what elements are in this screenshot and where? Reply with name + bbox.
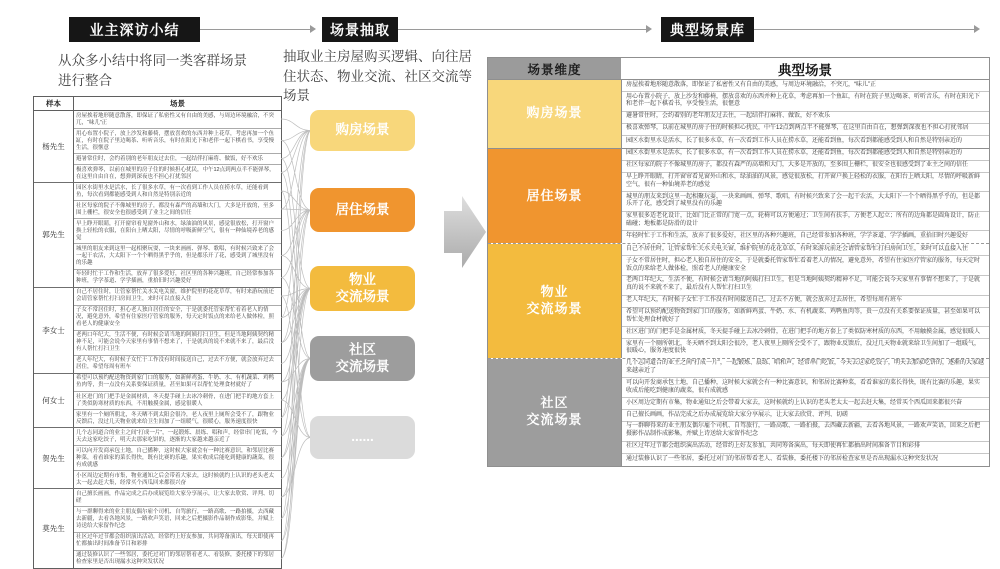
scene-cell: 早上睁开眼睛，打开窗帘看见窗外山和水，绿油油的风景，感觉很放松，打开窗户换上轻松的衣服，在阳台上晒太阳，尽情的呼吸新鲜空气，很有一种仙境养老的感觉 — [74, 219, 281, 244]
sample-group — [34, 428, 281, 489]
dimension-group — [488, 148, 989, 244]
typical-scene-row: 希望可以预约配送物资到家门口的服务，如新鲜鸡蛋、牛奶、水、有机蔬菜、鸡鸭鱼肉等，贵一点没有关系要保证质量，甚至如果可以帮忙处理食材就好了 — [622, 308, 989, 328]
sample-group — [34, 288, 281, 374]
sample-group — [34, 183, 281, 287]
scene-category-box — [310, 110, 415, 151]
scene-cell: 极喜欢弹琴，以前在城里的房子住的时候担心扰民，中午12点到两点半不能弹琴，在这里自由自在，想弹到深夜也不担心打扰邻居 — [76, 166, 275, 180]
dimension-header-cell: 场景维度 — [488, 58, 621, 79]
scene-category-box — [310, 336, 415, 381]
sample-group — [34, 374, 281, 428]
scene-category-box — [310, 188, 415, 232]
scene-category-label: 交流场景 — [335, 288, 390, 304]
sample-name-cell: 何女士 — [34, 374, 74, 427]
stage1-description: 从众多小结中将同一类客群场景进行整合 — [58, 53, 247, 88]
typical-scene-row: 家里有一个厕所朝北，冬天晒不到太阳会很冷，老人夜里上厕所会受不了，跟物业反馈后，没过几天物业就来给卫生间加了一组暖气，很暖心，服务速度很快 — [626, 340, 981, 355]
typical-scene-row: 家里很多适老化设计，比如门比正常的门宽一点，轮椅可以方便通过；卫生间有扶手，方便老人起立；所有的边角都是圆角设计，防止磕碰；地板都是防滑的设计 — [622, 212, 989, 232]
typical-scene-row: 与一群聊得来的业主朋友偶尔雇个司机、自驾旅行，一路高歌、一路拍摄，去西藏去新疆，去看各地风景，一路欢声笑语，回来之后把摄影作品制作成影集，并赋上诗送给大家留作纪念 — [622, 422, 989, 442]
scene-cell: 自己擅长画画，作品完成之后办成展览给大家分享展示，让大家去欣赏、评判、切磋 — [74, 489, 281, 507]
scene-header-cell: 场景 — [170, 99, 185, 108]
flow-arrowhead-icon — [974, 25, 980, 33]
typical-scene-row: 极喜欢弹琴，以前在城里的房子住的时候担心扰民，中午12点到两点半不能弹琴，在这里自由自在，想弹到深夜也不担心打扰邻居 — [622, 124, 989, 136]
scene-cell: 希望可以预约配送物资到家门口的服务，如新鲜鸡蛋、牛奶、水、有机蔬菜、鸡鸭鱼肉等，贵一点没有关系要保证质量，甚至如果可以帮忙处理食材就好了 — [74, 374, 281, 392]
dimension-group — [488, 243, 989, 357]
scene-cell: 老两口年纪大，生活不便，有时候会请当地的阿姨打扫卫生，但是当地阿姨契约精神不足，可能会说今天家里有事情不想来了，于是就真的说不来就不来了，最后没有人帮忙打扫卫生 — [74, 331, 281, 356]
sample-table — [33, 96, 282, 569]
scene-cell: 小区周边定期有市集，物业通知之后会带着大家去，这时候就约上认识的老头老太太一起去赶大集，经常买个西瓜回来都很兴奋 — [76, 472, 275, 486]
sample-name-cell: 杨先生 — [34, 111, 74, 182]
scene-cell: 园区水街里水是活水，长了很多水草，有一次看到工作人员在捞水草，还能看到鱼，每次看到都能感受到人和自然是特别亲近的 — [74, 183, 281, 201]
dimension-group — [488, 80, 989, 148]
scene-cell: 社区过年过节都会组织演出活动，经常约上好友参加，共同筹备演出，每天即使再忙都抽出时间准备节目和彩排 — [74, 533, 281, 551]
scene-cell: 通过装修认识了一些邻居，委托过对门的邻居帮看老人、看装修，委托楼下的邻居检查家里是否出现漏水这种突发状况 — [76, 552, 275, 566]
scene-cell: 几个志同道合的业主之间“打成一片”，一起锻炼、晨练、唱和声，经常串门吃饭，今天去这家吃饺子，明天去那家吃饼的，逐渐的大家越来越亲近了 — [74, 428, 281, 446]
typical-scene-row: 老人年纪大，有时候子女忙于工作没有时间接送自己，过去不方便，就会放弃过去居住，希望每周有班车 — [622, 296, 989, 308]
big-arrow-icon — [444, 196, 486, 268]
dimension-label: 交流场景 — [526, 412, 583, 428]
scene-cell: 年轻时忙于工作和生活，放弃了很多爱好，社区里的各种兴趣班，自己经常参加各种班，学学茶道、学学插画，重拾旧时兴趣爱好 — [76, 271, 275, 285]
sample-name-cell: 莫先生 — [34, 489, 74, 567]
scene-cell: 用心布置小院子，放上沙发和藤椅，摆放喜欢的东西并种上花草，考虑再加一个鱼缸，有时在院子里边喝茶、听听音乐，有时在阳光下和老伴一起下棋看书，享受慢生活，很惬意 — [74, 129, 281, 154]
sample-name-cell: 李女士 — [34, 288, 74, 373]
typical-scene-row: 年轻时忙于工作和生活，放弃了很多爱好，社区里的各种兴趣班，自己经常参加各种班，学学茶道、学学插画，重拾旧时兴趣爱好 — [626, 233, 969, 240]
sample-header-cell: 样本 — [34, 97, 74, 110]
typical-scene-row: 园区水街里水是活水，长了很多水草，有一次看到工作人员在捞水草，还能看到鱼，每次看到都能感受到人和自然是特别亲近的 — [622, 149, 989, 161]
typical-scene-row: 社区进门的门把手是金属材质，冬天提手碰上去冰冷刺骨，在进门把手的地方套上了类似防寒材质的东西，不用触摸金属，感觉很暖人 — [622, 327, 989, 339]
typical-scene-row: 自己擅长画画，作品完成之后办成展览给大家分享展示，让大家去欣赏、评判、切磋 — [622, 410, 989, 422]
scene-cell: 避暑常住时，会约着别的老年朋友过去住，一起结伴打麻将、做饭，好不欢乐 — [74, 154, 281, 165]
typical-scene-row: 社区过年过节都会组织演出活动，经常约上好友参加，共同筹备演出，每天即使再忙都抽出时间准备节目和彩排 — [622, 442, 989, 454]
dimension-label-cell — [488, 359, 621, 466]
dimension-label: 购房场景 — [526, 105, 583, 121]
scene-category-box — [310, 266, 415, 311]
typical-scene-row: 园区水街里水是活水，长了很多水草，有一次看到工作人员在捞水草，还能看到鱼，每次看到都能感受到人和自然是特别亲近的 — [626, 137, 963, 144]
typical-scene-row: 通过装修认识了一些邻居，委托过对门的邻居帮看老人、看装修，委托楼下的邻居检查家里是否出现漏水这种突发状况 — [626, 455, 939, 462]
typical-scene-row: 自己不居住时，让管家帮忙关水关电关窗，维护院里的花花草草，有时来游玩前还会请管家帮忙打扫房间卫生，来时可以直接入住 — [622, 244, 989, 256]
scene-cell: 可以向开发商承包土地，自己播种，这时候大家就会有一种比赛意识，和邻居比赛种菜，看看谁家的菜长得快，既有比赛的乐趣，果实收成后能吃到健康的蔬菜，很有成就感 — [74, 446, 281, 471]
scene-cell: 社区进门的门把手是金属材质，冬天提手碰上去冰冷刺骨，在进门把手的地方套上了类似防寒材质的东西，不用触摸金属，感觉很暖人 — [74, 392, 281, 410]
typical-scene-row: 用心布置小院子，放上沙发和藤椅，摆放喜欢的东西并种上花草，考虑再加一个鱼缸，有时在院子里边喝茶、听听音乐，有时在阳光下和老伴一起下棋看书，享受慢生活，很惬意 — [622, 92, 989, 112]
sample-table-header — [34, 97, 281, 111]
dimension-label: 交流场景 — [526, 301, 583, 317]
flow-arrowhead-icon — [646, 25, 652, 33]
dimension-label-cell — [488, 80, 621, 148]
typical-header-cell: 典型场景 — [778, 62, 832, 78]
typical-table-header — [488, 58, 989, 80]
stage-box-interview-summary: 业主深访小结 — [69, 17, 200, 42]
dimension-label-cell — [488, 244, 621, 357]
scene-cell: 子女不常居住时，担心老人独自居住的安全，于是就委托管家帮忙看着老人的情况，避免意外，希望有住家医疗管家的服务，每天定时饭点的来给老人做体检，照看老人的健康安全 — [74, 306, 281, 331]
typical-scene-row: 子女不常居住时，担心老人独自居住的安全，于是就委托管家帮忙看着老人的情况，避免意外，希望有住家医疗管家的服务，每天定时饭点的来给老人做体检，照看老人的健康安全 — [622, 256, 989, 276]
scene-category-label: ...... — [351, 429, 374, 445]
scene-cell: 家里有一个厕所朝北，冬天晒不到太阳会很冷，老人夜里上厕所会受不了，跟物业反馈后，没过几天物业就来给卫生间加了一组暖气，很暖心，服务速度很快 — [76, 411, 275, 425]
sample-group — [34, 489, 281, 567]
typical-scene-row: 老两口年纪大，生活不便，有时候会请当地的阿姨打扫卫生，但是当地阿姨契约精神不足，可能会说今天家里有事情不想来了，于是就真的说不来就不来了，最后没有人帮忙打扫卫生 — [622, 276, 989, 296]
scene-category-label: 居住场景 — [335, 201, 390, 217]
flow-connector-line — [754, 29, 976, 30]
typical-table — [487, 57, 990, 467]
typical-scene-row: 避暑常住时，会约着别的老年朋友过去住，一起结伴打麻将、做饭，好不欢乐 — [622, 112, 989, 124]
scene-category-label: 购房场景 — [335, 122, 390, 138]
dimension-group — [488, 358, 989, 466]
scene-cell: 城里的朋友来到这里一起相聚玩耍，一块来画画、弹琴、歌唱，有时候兴致来了会一起干农活，大太阳下一个个晒得黑乎乎的，但是都乐开了花，感受到了城里没有的乐趣 — [74, 244, 281, 269]
connector-lines — [281, 96, 311, 569]
sample-name-cell: 贺先生 — [34, 428, 74, 488]
scene-cell: 与一群聊得来的业主朋友偶尔雇个司机、自驾旅行，一路高歌、一路拍摄，去西藏去新疆，去看各地风景，一路欢声笑语，回来之后把摄影作品制作成影集，并赋上诗送给大家留作纪念 — [74, 507, 281, 532]
stage-box-scene-extraction: 场景抽取 — [322, 17, 398, 42]
stage-box-typical-scene-library: 典型场景库 — [661, 17, 754, 42]
flow-arrowhead-icon — [310, 25, 316, 33]
sample-group — [34, 111, 281, 183]
scene-cell: 社区每家的院子不像城里的房子，都没有森严的高墙和大门，大多是开放的，至多围上栅栏，很安全也很感受到了业主之间的信任 — [74, 201, 281, 219]
typical-scene-row: 社区每家的院子不像城里的房子，都没有森严的高墙和大门，大多是开放的，至多围上栅栏，很安全也很感受到了业主之间的信任 — [622, 161, 989, 173]
typical-scene-row: 小区周边定期有市集，物业通知之后会带着大家去，这时候就约上认识的老头老太太一起去赶大集，经常买个西瓜回来都很兴奋 — [622, 398, 989, 410]
dimension-label-cell — [488, 149, 621, 244]
typical-scene-row: 城里的朋友来到这里一起相聚玩耍，一块来画画、弹琴、歌唱，有时候兴致来了会一起干农活，大太阳下一个个晒得黑乎乎的，但是都乐开了花，感受到了城里没有的乐趣 — [622, 192, 989, 212]
typical-scene-row: 房屋挨着地形随意散落，即保证了私密性又有自由的美感，与周边环境融洽，不突兀，“味儿”正 — [622, 80, 989, 92]
typical-scene-row: 可以向开发商承包土地，自己播种，这时候大家就会有一种比赛意识，和邻居比赛种菜，看看谁家的菜长得快，既有比赛的乐趣，果实收成后能吃到健康的蔬菜，很有成就感 — [622, 378, 989, 398]
typical-scene-row: 早上睁开眼睛，打开窗帘看见窗外山和水，绿油油的风景，感觉很放松，打开窗户换上轻松的衣服，在阳台上晒太阳，尽情的呼吸新鲜空气，很有一种仙境养老的感觉 — [622, 173, 989, 193]
scene-cell: 老人年纪大，有时候子女忙于工作没有时间接送自己，过去不方便，就会放弃过去居住，希望每周有班车 — [76, 357, 275, 371]
scene-cell: 自己不居住时，让管家帮忙关水关电关窗，维护院里的花花草草，有时来游玩前还会请管家帮忙打扫房间卫生，来时可以直接入住 — [74, 288, 281, 306]
typical-scene-row: 几个志同道合的业主之间“打成一片”，一起锻炼、晨练、唱和声，经常串门吃饭，今天去这家吃饺子，明天去那家吃饼的，逐渐的大家越来越亲近了 — [622, 359, 989, 379]
scene-category-label: 社区 — [349, 341, 376, 357]
dimension-label: 居住场景 — [526, 187, 583, 203]
scene-category-box — [310, 416, 415, 459]
scene-category-label: 物业 — [349, 271, 376, 287]
scene-category-label: 交流场景 — [335, 358, 390, 374]
flow-connector-line — [200, 29, 314, 30]
dimension-label: 社区 — [540, 395, 569, 411]
stage2-description: 抽取业主房屋购买逻辑、向往居住状态、物业交流、社区交流等场景 — [283, 49, 472, 104]
dimension-label: 物业 — [540, 284, 569, 300]
scene-cell: 房屋挨着地形随意散落，即保证了私密性又有自由的美感，与周边环境融洽，不突兀，“味儿”正 — [74, 111, 281, 129]
sample-name-cell: 郭先生 — [34, 183, 74, 286]
flow-connector-line — [398, 29, 650, 30]
